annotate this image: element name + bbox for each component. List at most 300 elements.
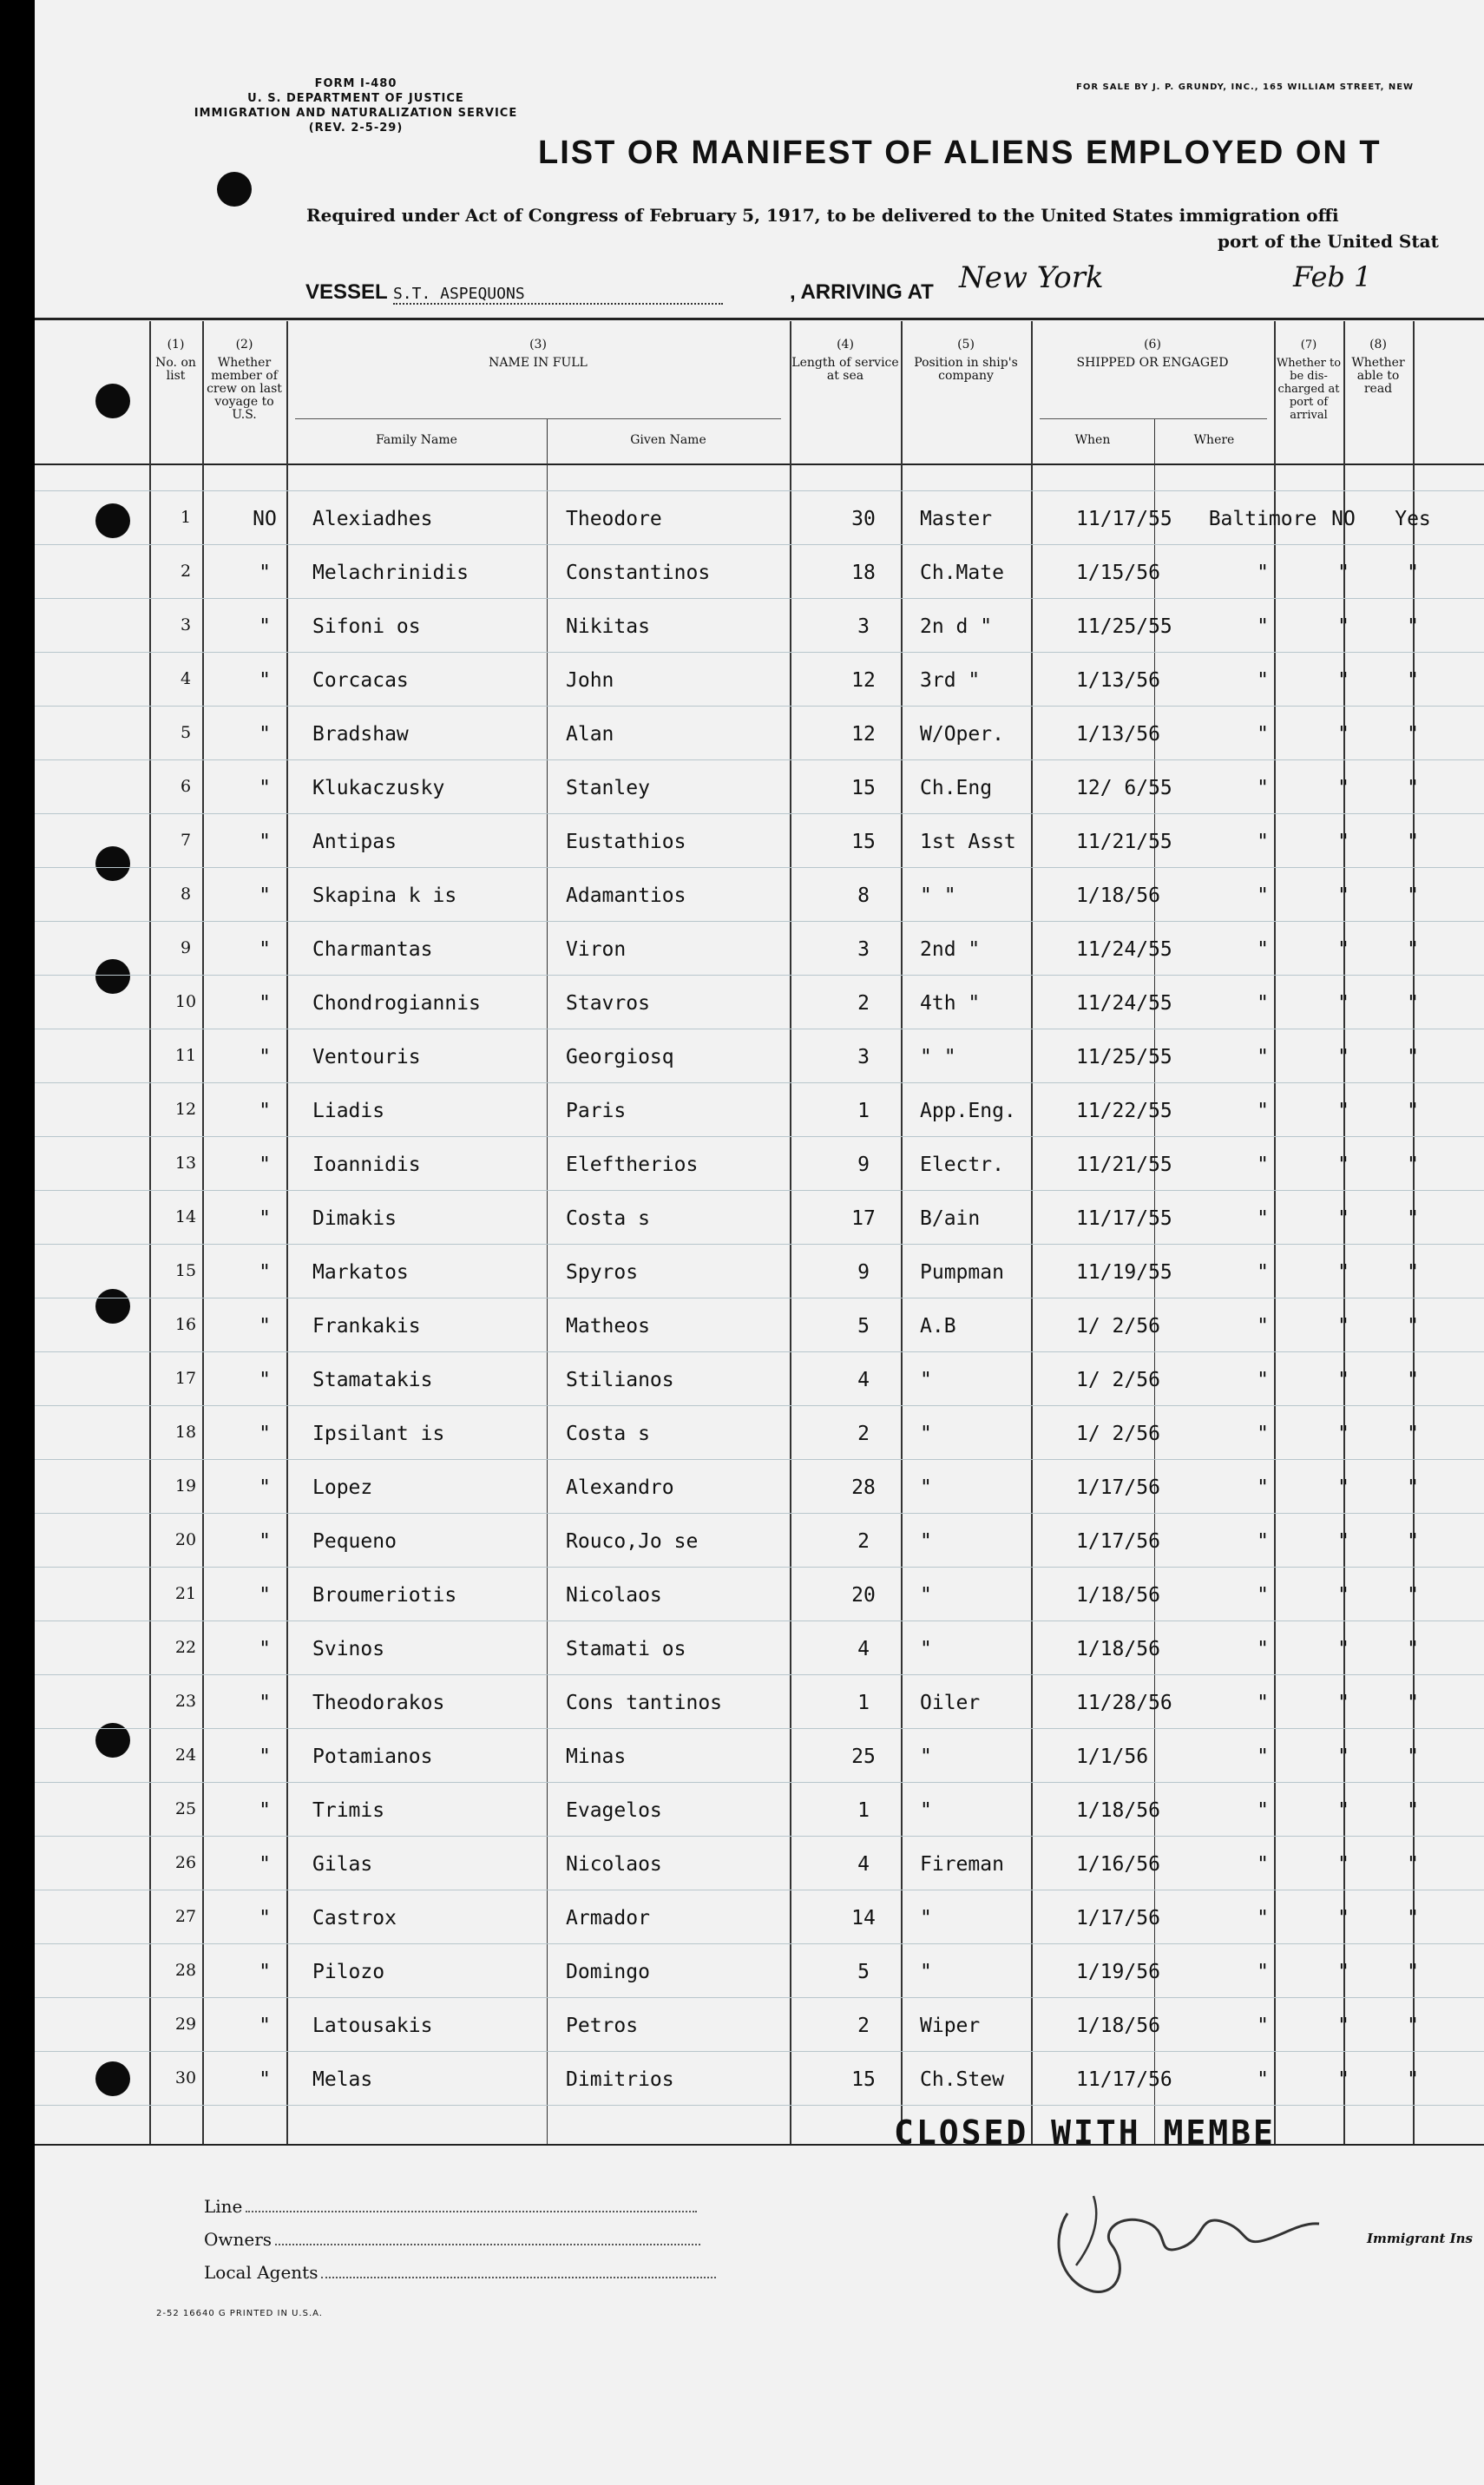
able-to-read-cell: " [1407, 1046, 1419, 1068]
able-to-read-cell: " [1407, 1907, 1419, 1929]
table-row [35, 831, 1484, 883]
previous-crew-cell: " [259, 1315, 271, 1338]
table-row [35, 2015, 1484, 2067]
row-number: 21 [174, 1584, 197, 1603]
row-number: 30 [174, 2068, 197, 2087]
given-name-cell: Armador [566, 1907, 650, 1929]
length-of-service-cell: 5 [857, 1961, 870, 1983]
shipped-when-cell: 11/21/55 [1076, 831, 1172, 853]
previous-crew-cell: " [259, 1853, 271, 1876]
header-shipped: (6) SHIPPED OR ENGAGED [1076, 338, 1229, 370]
position-cell: 2nd " [920, 938, 981, 961]
row-number: 27 [174, 1907, 197, 1926]
arriving-port: New York [959, 260, 1104, 295]
previous-crew-cell: " [259, 2015, 271, 2037]
arrival-date: Feb 1 [1293, 260, 1372, 293]
given-name-cell: Minas [566, 1745, 627, 1768]
family-name-cell: Alexiadhes [312, 508, 433, 530]
local-agents-field: Local Agents [204, 2262, 716, 2283]
length-of-service-cell: 4 [857, 1369, 870, 1391]
able-to-read-cell: " [1407, 1853, 1419, 1876]
family-name-cell: Dimakis [312, 1207, 397, 1230]
shipped-where-cell: " [1257, 1369, 1269, 1391]
able-to-read-cell: " [1407, 777, 1419, 799]
previous-crew-cell: " [259, 615, 271, 638]
previous-crew-cell: " [259, 1100, 271, 1122]
ruled-line [35, 2051, 1484, 2052]
previous-crew-cell: " [259, 1638, 271, 1660]
inspector-label: Immigrant Ins [1367, 2231, 1473, 2246]
previous-crew-cell: " [259, 669, 271, 692]
length-of-service-cell: 9 [857, 1261, 870, 1284]
subheader-rule [295, 418, 781, 419]
given-name-cell: Theodore [566, 508, 662, 530]
header-family-name: Family Name [376, 433, 457, 447]
discharge-cell: " [1337, 1261, 1349, 1284]
ruled-line [35, 975, 1484, 976]
ruled-line [35, 706, 1484, 707]
able-to-read-cell: Yes [1395, 508, 1431, 530]
able-to-read-cell: " [1407, 1530, 1419, 1553]
row-number: 10 [174, 992, 197, 1011]
shipped-when-cell: 1/17/56 [1076, 1907, 1160, 1929]
able-to-read-cell: " [1407, 2068, 1419, 2091]
shipped-where-cell: Baltimore [1208, 508, 1317, 530]
table-row [35, 669, 1484, 721]
ruled-line [35, 1782, 1484, 1783]
discharge-cell: " [1337, 1100, 1349, 1122]
family-name-cell: Corcacas [312, 669, 409, 692]
ruled-line [35, 1836, 1484, 1837]
shipped-where-cell: " [1257, 777, 1269, 799]
position-cell: Oiler [920, 1692, 981, 1714]
family-name-cell: Gilas [312, 1853, 373, 1876]
position-cell: " [920, 1638, 932, 1660]
ruled-line [35, 1997, 1484, 1998]
able-to-read-cell: " [1407, 1799, 1419, 1822]
able-to-read-cell: " [1407, 1692, 1419, 1714]
position-cell: " [920, 1961, 932, 1983]
able-to-read-cell: " [1407, 1207, 1419, 1230]
table-row [35, 1907, 1484, 1959]
family-name-cell: Latousakis [312, 2015, 433, 2037]
given-name-cell: Spyros [566, 1261, 639, 1284]
able-to-read-cell: " [1407, 1961, 1419, 1983]
row-number: 25 [174, 1799, 197, 1818]
table-row [35, 884, 1484, 937]
page-title: LIST OR MANIFEST OF ALIENS EMPLOYED ON T [538, 135, 1382, 171]
able-to-read-cell: " [1407, 1261, 1419, 1284]
printer-notice: FOR SALE BY J. P. GRUNDY, INC., 165 WILLIAM STREET, NEW [1076, 82, 1415, 92]
shipped-when-cell: 11/17/55 [1076, 1207, 1172, 1230]
shipped-where-cell: " [1257, 938, 1269, 961]
shipped-when-cell: 1/ 2/56 [1076, 1423, 1160, 1445]
position-cell: " [920, 1530, 932, 1553]
table-row [35, 1100, 1484, 1152]
able-to-read-cell: " [1407, 1476, 1419, 1499]
row-number: 5 [180, 723, 192, 742]
shipped-where-cell: " [1257, 831, 1269, 853]
table-row [35, 777, 1484, 829]
ruled-line [35, 1567, 1484, 1568]
given-name-cell: Georgiosq [566, 1046, 674, 1068]
length-of-service-cell: 2 [857, 1423, 870, 1445]
discharge-cell: " [1337, 1207, 1349, 1230]
shipped-where-cell: " [1257, 1315, 1269, 1338]
discharge-cell: " [1337, 1154, 1349, 1176]
form-number: FORM I-480 [314, 77, 397, 90]
shipped-when-cell: 1/15/56 [1076, 562, 1160, 584]
row-number: 11 [174, 1046, 197, 1065]
table-row [35, 1046, 1484, 1098]
shipped-where-cell: " [1257, 2068, 1269, 2091]
position-cell: " [920, 1907, 932, 1929]
discharge-cell: " [1337, 1530, 1349, 1553]
able-to-read-cell: " [1407, 884, 1419, 907]
previous-crew-cell: " [259, 938, 271, 961]
position-cell: 4th " [920, 992, 981, 1015]
given-name-cell: Stanley [566, 777, 650, 799]
header-able-to-read: (8) Whether able to read [1351, 338, 1405, 396]
previous-crew-cell: " [259, 831, 271, 853]
previous-crew-cell: " [259, 1423, 271, 1445]
ruled-line [35, 921, 1484, 922]
family-name-cell: Lopez [312, 1476, 373, 1499]
shipped-where-cell: " [1257, 1745, 1269, 1768]
inspector-signature [1041, 2161, 1354, 2309]
length-of-service-cell: 1 [857, 1100, 870, 1122]
shipped-where-cell: " [1257, 1638, 1269, 1660]
family-name-cell: Svinos [312, 1638, 385, 1660]
table-row [35, 1154, 1484, 1206]
row-number: 2 [180, 562, 192, 581]
row-number: 22 [174, 1638, 197, 1657]
subheader-rule [1040, 418, 1267, 419]
length-of-service-cell: 5 [857, 1315, 870, 1338]
shipped-when-cell: 1/18/56 [1076, 1638, 1160, 1660]
row-number: 16 [174, 1315, 197, 1334]
discharge-cell: " [1337, 2015, 1349, 2037]
discharge-cell: " [1337, 884, 1349, 907]
able-to-read-cell: " [1407, 723, 1419, 746]
family-name-cell: Stamatakis [312, 1369, 433, 1391]
shipped-when-cell: 1/18/56 [1076, 1799, 1160, 1822]
department: U. S. DEPARTMENT OF JUSTICE [247, 92, 464, 105]
shipped-where-cell: " [1257, 1046, 1269, 1068]
discharge-cell: " [1337, 1799, 1349, 1822]
table-row [35, 1745, 1484, 1798]
discharge-cell: " [1337, 1423, 1349, 1445]
shipped-when-cell: 1/1/56 [1076, 1745, 1149, 1768]
row-number: 18 [174, 1423, 197, 1442]
length-of-service-cell: 20 [851, 1584, 876, 1607]
discharge-cell: " [1337, 777, 1349, 799]
length-of-service-cell: 15 [851, 777, 876, 799]
shipped-where-cell: " [1257, 1530, 1269, 1553]
previous-crew-cell: " [259, 1046, 271, 1068]
ruled-line [35, 813, 1484, 814]
row-number: 26 [174, 1853, 197, 1872]
service: IMMIGRATION AND NATURALIZATION SERVICE [194, 107, 518, 120]
length-of-service-cell: 2 [857, 992, 870, 1015]
position-cell: W/Oper. [920, 723, 1004, 746]
family-name-cell: Bradshaw [312, 723, 409, 746]
family-name-cell: Castrox [312, 1907, 397, 1929]
table-row [35, 508, 1484, 560]
revision: (REV. 2-5-29) [308, 122, 404, 135]
table-row [35, 938, 1484, 990]
row-number: 6 [180, 777, 192, 796]
table-row [35, 1961, 1484, 2013]
previous-crew-cell: " [259, 1476, 271, 1499]
discharge-cell: " [1337, 938, 1349, 961]
shipped-when-cell: 1/13/56 [1076, 723, 1160, 746]
row-number: 24 [174, 1745, 197, 1765]
shipped-where-cell: " [1257, 1100, 1269, 1122]
family-name-cell: Klukaczusky [312, 777, 445, 799]
family-name-cell: Potamianos [312, 1745, 433, 1768]
shipped-when-cell: 1/ 2/56 [1076, 1315, 1160, 1338]
binder-hole [95, 384, 130, 418]
position-cell: " " [920, 884, 956, 907]
table-row [35, 1692, 1484, 1744]
family-name-cell: Ipsilant is [312, 1423, 445, 1445]
row-number: 4 [180, 669, 192, 688]
given-name-cell: Adamantios [566, 884, 686, 907]
given-name-cell: Cons tantinos [566, 1692, 723, 1714]
ruled-line [35, 1136, 1484, 1137]
discharge-cell: " [1337, 615, 1349, 638]
family-name-cell: Melachrinidis [312, 562, 469, 584]
family-name-cell: Broumeriotis [312, 1584, 457, 1607]
given-name-cell: Viron [566, 938, 627, 961]
binder-hole [217, 172, 252, 207]
ruled-line [35, 1513, 1484, 1514]
given-name-cell: Costa s [566, 1207, 650, 1230]
vessel-field [305, 280, 723, 305]
ruled-line [35, 1405, 1484, 1406]
table-row [35, 1799, 1484, 1851]
shipped-when-cell: 11/24/55 [1076, 938, 1172, 961]
row-number: 23 [174, 1692, 197, 1711]
given-name-cell: Nicolaos [566, 1584, 662, 1607]
position-cell: 1st Asst [920, 831, 1016, 853]
shipped-where-cell: " [1257, 615, 1269, 638]
family-name-cell: Theodorakos [312, 1692, 445, 1714]
table-row [35, 615, 1484, 667]
length-of-service-cell: 18 [851, 562, 876, 584]
given-name-cell: Dimitrios [566, 2068, 674, 2091]
family-name-cell: Chondrogiannis [312, 992, 481, 1015]
given-name-cell: Eleftherios [566, 1154, 699, 1176]
header-discharged: (7) Whether to be dis-charged at port of arrival [1276, 339, 1342, 422]
able-to-read-cell: " [1407, 1745, 1419, 1768]
row-number: 13 [174, 1154, 197, 1173]
family-name-cell: Antipas [312, 831, 397, 853]
row-number: 3 [180, 615, 192, 634]
table-row [35, 1530, 1484, 1582]
position-cell: B/ain [920, 1207, 981, 1230]
position-cell: Ch.Eng [920, 777, 993, 799]
position-cell: Master [920, 508, 993, 530]
ruled-line [35, 1351, 1484, 1352]
able-to-read-cell: " [1407, 562, 1419, 584]
given-name-cell: Paris [566, 1100, 627, 1122]
length-of-service-cell: 2 [857, 1530, 870, 1553]
able-to-read-cell: " [1407, 1154, 1419, 1176]
shipped-when-cell: 1/17/56 [1076, 1530, 1160, 1553]
shipped-when-cell: 1/17/56 [1076, 1476, 1160, 1499]
form-identifier [182, 76, 529, 135]
able-to-read-cell: " [1407, 615, 1419, 638]
row-number: 28 [174, 1961, 197, 1980]
header-no: (1) No. on list [155, 338, 196, 383]
discharge-cell: " [1337, 1692, 1349, 1714]
family-name-cell: Markatos [312, 1261, 409, 1284]
able-to-read-cell: " [1407, 1423, 1419, 1445]
table-row [35, 1207, 1484, 1259]
header-when: When [1074, 433, 1111, 447]
family-name-cell: Frankakis [312, 1315, 421, 1338]
shipped-where-cell: " [1257, 1961, 1269, 1983]
family-name-cell: Ioannidis [312, 1154, 421, 1176]
previous-crew-cell: " [259, 1745, 271, 1768]
previous-crew-cell: " [259, 1584, 271, 1607]
discharge-cell: " [1337, 1315, 1349, 1338]
family-name-cell: Pilozo [312, 1961, 385, 1983]
discharge-cell: " [1337, 2068, 1349, 2091]
shipped-when-cell: 1/18/56 [1076, 884, 1160, 907]
header-where: Where [1193, 433, 1235, 447]
length-of-service-cell: 3 [857, 938, 870, 961]
shipped-when-cell: 11/25/55 [1076, 1046, 1172, 1068]
previous-crew-cell: " [259, 884, 271, 907]
previous-crew-cell: " [259, 992, 271, 1015]
row-number: 17 [174, 1369, 197, 1388]
shipped-when-cell: 11/19/55 [1076, 1261, 1172, 1284]
able-to-read-cell: " [1407, 1584, 1419, 1607]
shipped-where-cell: " [1257, 1584, 1269, 1607]
owners-field: Owners [204, 2229, 700, 2250]
shipped-where-cell: " [1257, 1907, 1269, 1929]
able-to-read-cell: " [1407, 1100, 1419, 1122]
discharge-cell: " [1337, 1745, 1349, 1768]
ruled-line [35, 1082, 1484, 1083]
shipped-where-cell: " [1257, 723, 1269, 746]
previous-crew-cell: " [259, 1961, 271, 1983]
previous-crew-cell: " [259, 562, 271, 584]
manifest-page [35, 0, 1484, 2485]
family-name-cell: Liadis [312, 1100, 385, 1122]
table-row [35, 1315, 1484, 1367]
family-name-cell: Trimis [312, 1799, 385, 1822]
ruled-line [35, 1459, 1484, 1460]
able-to-read-cell: " [1407, 992, 1419, 1015]
row-number: 14 [174, 1207, 197, 1226]
able-to-read-cell: " [1407, 1315, 1419, 1338]
header-previous-crew: (2) Whether member of crew on last voyage to U.S. [207, 338, 282, 422]
line-field: Line [204, 2196, 697, 2217]
previous-crew-cell: " [259, 1261, 271, 1284]
header-given-name: Given Name [630, 433, 706, 447]
shipped-where-cell: " [1257, 1423, 1269, 1445]
position-cell: 2n d " [920, 615, 993, 638]
ruled-line [35, 598, 1484, 599]
family-name-cell: Ventouris [312, 1046, 421, 1068]
shipped-where-cell: " [1257, 2015, 1269, 2037]
given-name-cell: Alan [566, 723, 614, 746]
required-notice: Required under Act of Congress of February 5, 1917, to be delivered to the United States immigration offi [306, 205, 1339, 226]
shipped-where-cell: " [1257, 884, 1269, 907]
given-name-cell: Constantinos [566, 562, 711, 584]
shipped-when-cell: 1/ 2/56 [1076, 1369, 1160, 1391]
table-row [35, 562, 1484, 614]
table-row [35, 1369, 1484, 1421]
closed-stamp: CLOSED WITH MEMBE [894, 2114, 1276, 2152]
row-number: 7 [180, 831, 192, 850]
shipped-when-cell: 12/ 6/55 [1076, 777, 1172, 799]
shipped-when-cell: 1/16/56 [1076, 1853, 1160, 1876]
length-of-service-cell: 28 [851, 1476, 876, 1499]
position-cell: Ch.Stew [920, 2068, 1004, 2091]
table-top-rule [35, 318, 1484, 320]
table-row [35, 723, 1484, 775]
discharge-cell: " [1337, 1046, 1349, 1068]
previous-crew-cell: " [259, 1530, 271, 1553]
length-of-service-cell: 4 [857, 1638, 870, 1660]
position-cell: " [920, 1799, 932, 1822]
discharge-cell: " [1337, 831, 1349, 853]
row-number: 19 [174, 1476, 197, 1496]
row-number: 12 [174, 1100, 197, 1119]
table-row [35, 2068, 1484, 2120]
given-name-cell: Evagelos [566, 1799, 662, 1822]
length-of-service-cell: 3 [857, 1046, 870, 1068]
previous-crew-cell: " [259, 1207, 271, 1230]
ruled-line [35, 867, 1484, 868]
ruled-line [35, 759, 1484, 760]
vessel-name: S.T. ASPEQUONS [393, 285, 723, 305]
position-cell: " [920, 1423, 932, 1445]
discharge-cell: " [1337, 669, 1349, 692]
length-of-service-cell: 1 [857, 1692, 870, 1714]
length-of-service-cell: 1 [857, 1799, 870, 1822]
table-row [35, 1638, 1484, 1690]
given-name-cell: Rouco,Jo se [566, 1530, 699, 1553]
shipped-when-cell: 11/17/56 [1076, 2068, 1172, 2091]
length-of-service-cell: 30 [851, 508, 876, 530]
length-of-service-cell: 15 [851, 831, 876, 853]
given-name-cell: Stilianos [566, 1369, 674, 1391]
given-name-cell: Nikitas [566, 615, 650, 638]
shipped-when-cell: 1/13/56 [1076, 669, 1160, 692]
length-of-service-cell: 14 [851, 1907, 876, 1929]
header-bottom-rule [35, 463, 1484, 465]
given-name-cell: Stavros [566, 992, 650, 1015]
given-name-cell: Matheos [566, 1315, 650, 1338]
position-cell: Fireman [920, 1853, 1004, 1876]
shipped-where-cell: " [1257, 1853, 1269, 1876]
length-of-service-cell: 3 [857, 615, 870, 638]
able-to-read-cell: " [1407, 938, 1419, 961]
length-of-service-cell: 12 [851, 723, 876, 746]
length-of-service-cell: 8 [857, 884, 870, 907]
length-of-service-cell: 15 [851, 2068, 876, 2091]
position-cell: " [920, 1369, 932, 1391]
shipped-where-cell: " [1257, 992, 1269, 1015]
previous-crew-cell: NO [253, 508, 277, 530]
discharge-cell: " [1337, 1369, 1349, 1391]
